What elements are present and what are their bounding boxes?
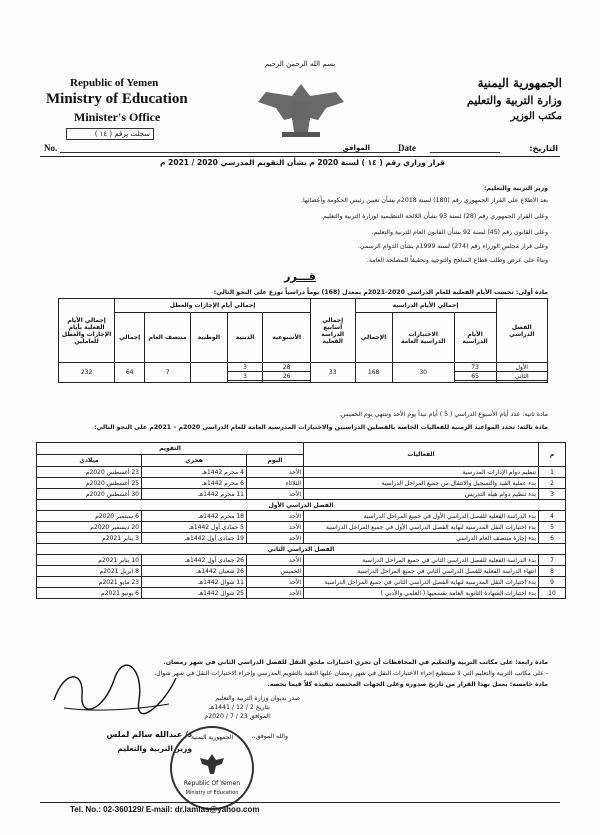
basmala: بسم الله الرحمن الرحيم: [264, 60, 336, 68]
t1-col-exams: الاختبارات الدراسية العامة: [392, 313, 454, 363]
decision-title: قرار وزاري رقم ( ١٤ ) لسنة 2020 م بشأن التقويم المدرسي 2020 / 2021 م: [160, 158, 445, 167]
article-4: مادة رابعة: على مكاتب التربية والتعليم في المحافظات أن تجري اختبارات ملحق النقل للفصل الدراسي الثاني في شهر رمضان.: [163, 659, 548, 666]
t2-cell-hijri: 26 جمادى أول 1442هـ: [142, 555, 247, 566]
t2-cell-greg: 10 يناير 2021م: [37, 555, 142, 566]
t2-cell-hijri: 4 محرم 1442هـ: [142, 467, 247, 478]
t1-col-hol-total: إجمالي: [115, 313, 145, 363]
t1-col-midyear: منتصف العام: [145, 313, 191, 363]
t1-row-days: 65: [454, 372, 496, 381]
yemen-eagle-emblem: [256, 78, 346, 140]
schedule-table: [36, 442, 566, 599]
t2-cell-hijri: 6 محرم 1442هـ: [142, 478, 247, 489]
article-5: مادة خامسة: يعمل بهذا القرار من تاريخ صدوره وعلى الجهات المختصة تنفيذه كلاً فيما يخصه.: [267, 681, 548, 688]
t2-cell-day: الأحد: [247, 467, 304, 478]
seal-text-en: Republic Of Yemen: [183, 780, 241, 787]
t2-col-hijri: هجري: [142, 455, 247, 467]
t1-row-term: الأول: [496, 363, 547, 372]
t2-cell-act: بدء اختبارات النقل المدرسية لنهاية الفصل الدراسي الأول في جميع المراحل الدراسية: [304, 522, 539, 533]
t1-row-term: الثاني: [496, 372, 547, 381]
t2-cell-greg: 6 يونيو 2021م: [37, 588, 142, 599]
article-2: مادة ثانية: عدد أيام الأسبوع الدراسي ( 5 ) أيام تبدأ يوم الأحد وتنتهي يوم الخميس.: [339, 411, 548, 418]
t2-section-1: الفصل الدراسي الأول: [37, 500, 566, 511]
en-ministry: Ministry of Education: [46, 91, 188, 107]
t2-cell-act: بدء إجازة منتصف العام الدراسي: [304, 533, 539, 544]
signer-name: د/ عبدالله سالم لملس: [106, 730, 192, 739]
t2-col-greg: ميلادي: [37, 455, 142, 467]
t2-cell-day: الأحد: [247, 588, 304, 599]
t2-cell-act: بدء تنظيم دوام هيئة التدريس: [304, 489, 539, 500]
t2-cell-day: الأحد: [247, 555, 304, 566]
t2-row: [37, 478, 566, 489]
t2-group-cal: التقويم: [37, 443, 304, 455]
t2-cell-day: الثلاثاء: [247, 478, 304, 489]
t2-cell-hijri: 11 محرم 1442هـ: [142, 489, 247, 500]
t2-cell-hijri: 25 شوال 1442هـ: [142, 588, 247, 599]
t1-row-grand: 232: [59, 363, 115, 383]
t2-cell-n: 7: [539, 555, 566, 566]
t1-col-term: الفصل الدراسي: [496, 299, 547, 363]
t2-cell-n: 8: [539, 566, 566, 577]
t2-row: [37, 588, 566, 599]
attached-label: الموافق: [342, 144, 370, 152]
t2-section-2: الفصل الدراسي الثاني: [37, 544, 566, 555]
t2-cell-greg: 3 يناير 2021م: [37, 533, 142, 544]
t2-cell-day: الأحد: [247, 489, 304, 500]
t2-cell-n: 10: [539, 588, 566, 599]
t2-cell-greg: 20 ديسمبر 2020م: [37, 522, 142, 533]
t2-row: [37, 533, 566, 544]
footer-contact: Tel. No.: 02-360129/ E-mail: dr.lamlas@yahoo.com: [70, 805, 260, 814]
signature-scribble: [44, 660, 184, 720]
t2-cell-greg: 23 مايو 2021م: [37, 577, 142, 588]
t2-cell-act: تنظيم دوام الإدارات المدرسية: [304, 467, 539, 478]
t1-row-weekly: 28: [263, 363, 310, 372]
t1-col-national: الوطنية: [191, 313, 228, 363]
t2-col-activity: الفعاليات: [304, 443, 539, 467]
t2-row: [37, 566, 566, 577]
seal-text-ar: الجمهورية اليمنية: [190, 734, 233, 741]
t2-cell-n: 5: [539, 522, 566, 533]
t1-row-total: 168: [355, 363, 392, 383]
t1-col-total: الإجمالي: [355, 313, 392, 363]
date-label-ar: التاريخ:: [529, 144, 558, 153]
ar-ministry: وزارة التربية والتعليم: [466, 94, 562, 107]
preamble-3: وعلى القانون رقم (45) لسنة 92 بشأن القانون العام للتربية والتعليم.: [371, 229, 548, 236]
t2-cell-day: الأحد: [247, 577, 304, 588]
closing: والله الموفق،،: [251, 733, 288, 740]
t1-row-religious: 3: [227, 363, 263, 372]
seal-emblem-icon: [198, 752, 226, 778]
decides-label: قـــرر: [284, 270, 316, 283]
t1-col-weeks: إجمالي أسابيع الدراسة الفعلية: [310, 299, 355, 363]
en-office: Minister's Office: [74, 110, 161, 124]
date-label-en: Date: [398, 143, 416, 153]
t2-row: [37, 467, 566, 478]
t2-cell-hijri: 26 شعبان 1442هـ: [142, 566, 247, 577]
t1-row-hol-total: 64: [115, 363, 145, 383]
t2-cell-day: الخميس: [247, 566, 304, 577]
t2-cell-greg: 8 ابريل 2021م: [37, 566, 142, 577]
t1-col-grand: إجمالي الأيام الفعلية بأيام الإجازات والعطل للعاملين: [59, 299, 115, 363]
t2-col-num: م: [539, 443, 566, 467]
t2-cell-n: 6: [539, 533, 566, 544]
t2-row: [37, 522, 566, 533]
t2-cell-greg: 23 أغسطس 2020م: [37, 467, 142, 478]
t2-cell-hijri: 18 محرم 1442هـ: [142, 511, 247, 522]
t2-cell-act: بدء الدراسة الفعلية للفصل الدراسي الثاني في جميع المراحل الدراسية: [304, 555, 539, 566]
t2-row: [37, 577, 566, 588]
t2-cell-n: 9: [539, 577, 566, 588]
t2-cell-act: بدء الدراسة الفعلية للفصل الدراسي الأول في جميع المراحل الدراسية: [304, 511, 539, 522]
days-table: [58, 298, 548, 383]
en-country: Republic of Yemen: [70, 77, 159, 89]
article-1: مادة أولى: تحسب الأيام الفعلية للعام الدراسي 2020-2021م بمعدل (168) يوماً دراسياً توزع على النحو التالي:: [213, 289, 548, 296]
preamble-4: وعلى قرار مجلس الوزراء رقم (274) لسنة 1999م بشأن الدوام الرسمي.: [357, 243, 548, 250]
ar-office: مكتب الوزير: [510, 111, 562, 122]
t2-cell-greg: 25 أغسطس 2020م: [37, 478, 142, 489]
seal-text-ministry: Ministry of Education: [185, 790, 239, 796]
t1-col-weekly: الأسبوعية: [263, 313, 310, 363]
t2-cell-act: بدء اختبارات الشهادة الثانوية العامة بقسميها ( العلمي والأدبي ): [304, 588, 539, 599]
t2-cell-n: 1: [539, 467, 566, 478]
t2-cell-day: الأحد: [247, 533, 304, 544]
t1-group-holidays: إجمالي أيام الإجازات والعطل: [115, 299, 311, 313]
t1-row-religious: 3: [227, 372, 263, 381]
t2-cell-greg: 6 سبتمبر 2020م: [37, 511, 142, 522]
issued-line-3: الموافق 23 / 7 / 2020م: [204, 713, 270, 720]
t2-col-day: اليوم: [247, 455, 304, 467]
t2-cell-greg: 30 أغسطس 2020م: [37, 489, 142, 500]
signer-title: وزير التربية والتعليم: [117, 744, 192, 753]
t2-cell-hijri: 11 شوال 1442هـ: [142, 577, 247, 588]
t2-cell-day: الأحد: [247, 511, 304, 522]
t2-cell-act: انتهاء الدراسة الفعلية للفصل الدراسي الثاني في جميع المراحل الدراسية: [304, 566, 539, 577]
ar-country: الجمهورية اليمنية: [477, 76, 562, 90]
t1-row-exams: 30: [392, 363, 454, 383]
t2-cell-act: بدء عملية القيد والتسجيل والانتقال من جميع المراحل الدراسية: [304, 478, 539, 489]
t2-cell-n: 2: [539, 478, 566, 489]
preamble-2: وعلى القرار الجمهوري رقم (28) لسنة 93 بشأن اللائحة التنظيمية لوزارة التربية والتعليم.: [321, 213, 548, 220]
article-4b: - على مكاتب التربية والتعليم التي لا تستطيع إجراء الاختبارات النقل في شهر رمضان عليها التقيد بالتقويم المدرسي وإجراء الاختبارات النقل في شهر شوال.: [154, 670, 548, 677]
t2-cell-hijri: 5 جمادى أول 1442هـ: [142, 522, 247, 533]
t1-row-weeks: 33: [310, 363, 355, 383]
preamble-5: وبناءً على عرض وطلب قطاع المناهج والتوجيه وتحقيقاً للمصلحة العامة.: [366, 257, 548, 264]
t2-row: [37, 489, 566, 500]
preamble-1: بعد الاطلاع على القرار الجمهوري رقم (180) لسنة 2018م بشأن تعيين رئيس الحكومة وأعضائها.: [301, 197, 548, 204]
t1-row-midyear: 7: [145, 363, 191, 383]
t1-col-religious: الدينية: [227, 313, 263, 363]
t1-row-weekly: 26: [263, 372, 310, 381]
issued-line-2: بتاريخ 2 / 12 / 1441هـ: [209, 704, 270, 711]
t2-cell-hijri: 19 جمادى أول 1442هـ: [142, 533, 247, 544]
t2-cell-n: 3: [539, 489, 566, 500]
article-3: مادة ثالثة: تحدد المواعيد الزمنية للفعاليات الخاصة بالفصلين الدراسيين والاختبارات المدرسية العامة للعام الدراسي 2020م – 2021م على النحو التالي:: [94, 424, 548, 431]
t2-cell-n: 4: [539, 511, 566, 522]
t1-group-days: إجمالي الأيام الدراسية: [355, 299, 496, 313]
t2-row: [37, 555, 566, 566]
no-label: No.: [44, 143, 58, 153]
t1-row-national: [191, 363, 228, 383]
t2-cell-day: الأحد: [247, 522, 304, 533]
t2-cell-act: بدء اختبارات النقل المدرسية لنهاية الفصل الدراسي الثاني في جميع المراحل الدراسية: [304, 577, 539, 588]
t1-row-days: 73: [454, 363, 496, 372]
issued-line-1: صدر بديوان وزارة التربية والتعليم: [215, 695, 300, 702]
reg-stamp: سجلت برقم ( ١٤ ): [66, 128, 154, 140]
official-seal: [170, 726, 254, 810]
t2-row: [37, 511, 566, 522]
t1-col-days: الأيام الدراسية: [454, 313, 496, 363]
preamble-0: وزير التربية والتعليم:: [484, 185, 548, 192]
